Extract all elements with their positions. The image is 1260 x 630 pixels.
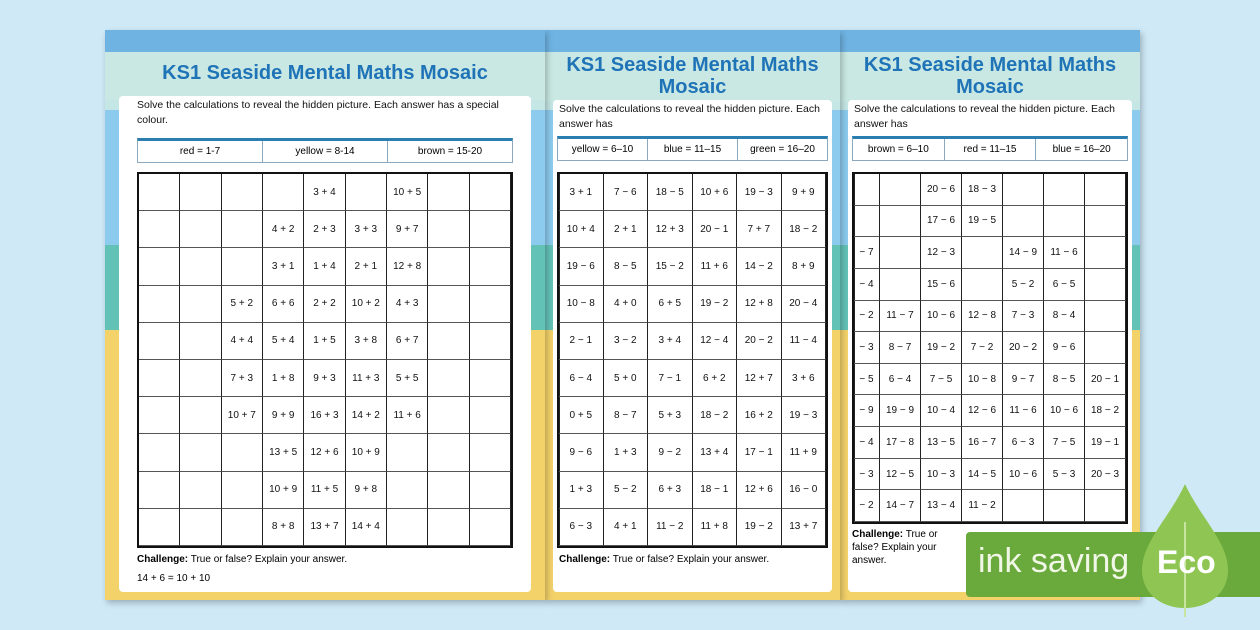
grid-cell bbox=[854, 206, 880, 238]
grid-cell bbox=[263, 174, 304, 211]
grid-cell: 18 − 2 bbox=[782, 211, 827, 248]
grid-cell: 10 + 5 bbox=[387, 174, 428, 211]
grid-cell bbox=[1085, 206, 1126, 238]
grid-cell: 10 + 9 bbox=[346, 434, 387, 471]
grid-cell: − 3 bbox=[854, 459, 880, 491]
key-entry: yellow = 8-14 bbox=[262, 141, 387, 162]
grid-cell bbox=[880, 206, 921, 238]
grid-cell: 1 + 3 bbox=[559, 472, 604, 509]
grid-cell bbox=[180, 248, 221, 285]
grid-cell: 19 − 2 bbox=[693, 286, 738, 323]
grid-cell bbox=[222, 174, 263, 211]
grid-cell bbox=[139, 397, 180, 434]
grid-cell: 15 − 6 bbox=[921, 269, 962, 301]
grid-cell: − 2 bbox=[854, 301, 880, 333]
grid-cell: 11 + 9 bbox=[782, 434, 827, 471]
grid-cell bbox=[880, 174, 921, 206]
grid-cell: 12 + 8 bbox=[737, 286, 782, 323]
grid-cell: 18 − 5 bbox=[648, 174, 693, 211]
grid-cell bbox=[470, 434, 511, 471]
grid-cell: 4 + 0 bbox=[604, 286, 649, 323]
grid-cell bbox=[428, 434, 469, 471]
grid-cell bbox=[428, 174, 469, 211]
grid-cell: 2 + 3 bbox=[304, 211, 345, 248]
grid-cell: 10 − 6 bbox=[921, 301, 962, 333]
grid-cell: 14 − 7 bbox=[880, 490, 921, 522]
grid-cell bbox=[428, 286, 469, 323]
grid-cell: 11 − 6 bbox=[1003, 395, 1044, 427]
grid-cell bbox=[180, 286, 221, 323]
grid-cell: 8 − 7 bbox=[604, 397, 649, 434]
mosaic-grid bbox=[557, 172, 828, 548]
grid-cell: 12 + 7 bbox=[737, 360, 782, 397]
grid-cell bbox=[180, 509, 221, 546]
grid-cell: 11 − 6 bbox=[1044, 237, 1085, 269]
grid-cell: 14 + 2 bbox=[346, 397, 387, 434]
grid-cell bbox=[428, 397, 469, 434]
colour-key bbox=[557, 136, 828, 161]
worksheet-1 bbox=[105, 30, 545, 600]
badge-text: ink saving bbox=[978, 542, 1130, 580]
grid-cell: 18 − 2 bbox=[1085, 395, 1126, 427]
challenge-text: True or false? Explain your answer. bbox=[188, 554, 348, 565]
worksheet-title: KS1 Seaside Mental Maths Mosaic bbox=[162, 62, 488, 84]
grid-cell: 10 − 3 bbox=[921, 459, 962, 491]
challenge-text: True or false? Explain your answer. bbox=[852, 529, 938, 566]
grid-cell: 17 − 6 bbox=[921, 206, 962, 238]
grid-cell: 6 + 6 bbox=[263, 286, 304, 323]
grid-cell: 16 + 3 bbox=[304, 397, 345, 434]
grid-cell bbox=[880, 269, 921, 301]
grid-cell: 13 − 5 bbox=[921, 427, 962, 459]
grid-cell: 11 − 7 bbox=[880, 301, 921, 333]
grid-cell: 9 − 6 bbox=[1044, 332, 1085, 364]
grid-cell: 12 − 8 bbox=[962, 301, 1003, 333]
grid-cell: − 7 bbox=[854, 237, 880, 269]
grid-cell bbox=[1085, 269, 1126, 301]
grid-cell bbox=[222, 509, 263, 546]
grid-cell: 13 + 5 bbox=[263, 434, 304, 471]
grid-cell: 13 + 7 bbox=[782, 509, 827, 546]
grid-cell: 16 − 0 bbox=[782, 472, 827, 509]
grid-cell: 10 + 6 bbox=[693, 174, 738, 211]
grid-cell: 12 − 6 bbox=[962, 395, 1003, 427]
key-entry: green = 16–20 bbox=[737, 139, 827, 160]
grid-cell: 12 − 3 bbox=[921, 237, 962, 269]
grid-cell bbox=[1003, 490, 1044, 522]
grid-cell: 9 − 2 bbox=[648, 434, 693, 471]
grid-cell: 4 + 2 bbox=[263, 211, 304, 248]
grid-cell: 15 − 2 bbox=[648, 248, 693, 285]
key-entry: blue = 16–20 bbox=[1035, 139, 1127, 160]
grid-cell bbox=[428, 323, 469, 360]
grid-cell: 19 − 3 bbox=[737, 174, 782, 211]
grid-cell: 4 + 1 bbox=[604, 509, 649, 546]
grid-cell: − 4 bbox=[854, 269, 880, 301]
grid-cell: 7 + 3 bbox=[222, 360, 263, 397]
grid-cell: 11 + 3 bbox=[346, 360, 387, 397]
grid-cell: 0 + 5 bbox=[559, 397, 604, 434]
grid-cell: 6 + 2 bbox=[693, 360, 738, 397]
grid-cell: 14 + 4 bbox=[346, 509, 387, 546]
grid-cell bbox=[962, 269, 1003, 301]
grid-cell: 9 + 9 bbox=[782, 174, 827, 211]
grid-cell bbox=[180, 211, 221, 248]
grid-cell: 1 + 5 bbox=[304, 323, 345, 360]
grid-cell: 19 − 5 bbox=[962, 206, 1003, 238]
grid-cell: 8 − 4 bbox=[1044, 301, 1085, 333]
colour-key bbox=[137, 138, 513, 163]
grid-cell: 12 + 6 bbox=[737, 472, 782, 509]
mosaic-grid bbox=[852, 172, 1128, 524]
grid-cell bbox=[470, 248, 511, 285]
grid-cell bbox=[470, 397, 511, 434]
grid-cell bbox=[180, 174, 221, 211]
grid-cell bbox=[180, 323, 221, 360]
instructions: Solve the calculations to reveal the hidden picture. Each answer has a special colour. bbox=[137, 99, 499, 126]
grid-cell bbox=[222, 248, 263, 285]
grid-cell: 9 + 7 bbox=[387, 211, 428, 248]
grid-cell: 9 − 6 bbox=[559, 434, 604, 471]
instructions: Solve the calculations to reveal the hidden picture. Each answer has bbox=[854, 103, 1115, 130]
challenge-label: Challenge: bbox=[559, 554, 611, 565]
grid-cell: 14 − 5 bbox=[962, 459, 1003, 491]
grid-cell: 8 + 8 bbox=[263, 509, 304, 546]
grid-cell bbox=[387, 472, 428, 509]
grid-cell: 5 − 2 bbox=[1003, 269, 1044, 301]
challenge-label: Challenge: bbox=[137, 554, 189, 565]
grid-cell bbox=[962, 237, 1003, 269]
worksheet-2 bbox=[545, 30, 840, 600]
grid-cell bbox=[1003, 206, 1044, 238]
grid-cell: 11 − 4 bbox=[782, 323, 827, 360]
grid-cell bbox=[428, 248, 469, 285]
grid-cell: 5 + 3 bbox=[648, 397, 693, 434]
grid-cell bbox=[1044, 490, 1085, 522]
grid-cell: 20 − 6 bbox=[921, 174, 962, 206]
key-entry: red = 1-7 bbox=[179, 146, 221, 157]
grid-cell: 20 − 2 bbox=[737, 323, 782, 360]
grid-cell: 20 − 4 bbox=[782, 286, 827, 323]
grid-cell: 5 − 3 bbox=[1044, 459, 1085, 491]
grid-cell: − 4 bbox=[854, 427, 880, 459]
grid-cell: 6 − 3 bbox=[1003, 427, 1044, 459]
worksheet-3 bbox=[840, 30, 1140, 600]
key-entry: blue = 11–15 bbox=[647, 139, 737, 160]
grid-cell: 6 − 4 bbox=[559, 360, 604, 397]
grid-cell bbox=[139, 323, 180, 360]
grid-cell: 5 + 0 bbox=[604, 360, 649, 397]
grid-cell bbox=[470, 360, 511, 397]
grid-cell bbox=[346, 174, 387, 211]
grid-cell: − 2 bbox=[854, 490, 880, 522]
grid-cell: 6 − 5 bbox=[1044, 269, 1085, 301]
grid-cell: 19 − 2 bbox=[921, 332, 962, 364]
key-entry: yellow = 6–10 bbox=[571, 144, 634, 155]
challenge-text: True or false? Explain your answer. bbox=[610, 554, 770, 565]
grid-cell: − 3 bbox=[854, 332, 880, 364]
grid-cell bbox=[387, 509, 428, 546]
grid-cell: 9 + 8 bbox=[346, 472, 387, 509]
grid-cell: 5 + 2 bbox=[222, 286, 263, 323]
grid-cell: 8 − 7 bbox=[880, 332, 921, 364]
grid-cell: 3 + 3 bbox=[346, 211, 387, 248]
grid-cell: 20 − 1 bbox=[693, 211, 738, 248]
grid-cell bbox=[180, 397, 221, 434]
grid-cell: − 9 bbox=[854, 395, 880, 427]
grid-cell: 11 − 2 bbox=[962, 490, 1003, 522]
grid-cell bbox=[428, 472, 469, 509]
grid-cell bbox=[139, 286, 180, 323]
grid-cell bbox=[428, 360, 469, 397]
grid-cell bbox=[222, 472, 263, 509]
grid-cell: 7 − 1 bbox=[648, 360, 693, 397]
grid-cell: 18 − 1 bbox=[693, 472, 738, 509]
grid-cell: 6 − 3 bbox=[559, 509, 604, 546]
grid-cell bbox=[854, 174, 880, 206]
grid-cell: 18 − 3 bbox=[962, 174, 1003, 206]
grid-cell: 12 − 4 bbox=[693, 323, 738, 360]
grid-cell bbox=[139, 472, 180, 509]
grid-cell: 19 − 6 bbox=[559, 248, 604, 285]
grid-cell: 9 − 7 bbox=[1003, 364, 1044, 396]
grid-cell: 12 + 3 bbox=[648, 211, 693, 248]
grid-cell: 20 − 2 bbox=[1003, 332, 1044, 364]
key-entry: brown = 15-20 bbox=[387, 141, 512, 162]
grid-cell bbox=[1085, 301, 1126, 333]
grid-cell bbox=[470, 174, 511, 211]
grid-cell: 5 − 2 bbox=[604, 472, 649, 509]
grid-cell: 1 + 3 bbox=[604, 434, 649, 471]
grid-cell: 6 + 5 bbox=[648, 286, 693, 323]
grid-cell: 17 − 8 bbox=[880, 427, 921, 459]
key-entry: brown = 6–10 bbox=[867, 144, 929, 155]
grid-cell: 10 + 7 bbox=[222, 397, 263, 434]
grid-cell bbox=[139, 509, 180, 546]
instructions: Solve the calculations to reveal the hidden picture. Each answer has bbox=[559, 103, 820, 130]
grid-cell bbox=[180, 360, 221, 397]
grid-cell: 3 − 2 bbox=[604, 323, 649, 360]
grid-cell: 9 + 9 bbox=[263, 397, 304, 434]
grid-cell: 10 − 4 bbox=[921, 395, 962, 427]
grid-cell: 19 − 1 bbox=[1085, 427, 1126, 459]
grid-cell: 7 − 3 bbox=[1003, 301, 1044, 333]
grid-cell: 10 + 2 bbox=[346, 286, 387, 323]
grid-cell bbox=[470, 211, 511, 248]
grid-cell bbox=[1085, 332, 1126, 364]
grid-cell: 19 − 9 bbox=[880, 395, 921, 427]
grid-cell bbox=[387, 434, 428, 471]
mosaic-grid bbox=[137, 172, 513, 548]
grid-cell: 7 − 5 bbox=[921, 364, 962, 396]
key-entry: red = 11–15 bbox=[944, 139, 1036, 160]
grid-cell bbox=[180, 472, 221, 509]
grid-cell bbox=[1044, 206, 1085, 238]
grid-cell bbox=[880, 237, 921, 269]
grid-cell: 19 − 2 bbox=[737, 509, 782, 546]
grid-cell bbox=[1085, 237, 1126, 269]
grid-cell: 2 + 1 bbox=[346, 248, 387, 285]
grid-cell: 6 + 3 bbox=[648, 472, 693, 509]
worksheet-title: KS1 Seaside Mental Maths Mosaic bbox=[566, 54, 819, 98]
grid-cell: 11 − 2 bbox=[648, 509, 693, 546]
grid-cell: 11 + 8 bbox=[693, 509, 738, 546]
grid-cell bbox=[1044, 174, 1085, 206]
grid-cell: 18 − 2 bbox=[693, 397, 738, 434]
grid-cell: 14 − 9 bbox=[1003, 237, 1044, 269]
grid-cell: 12 + 6 bbox=[304, 434, 345, 471]
grid-cell: 8 − 5 bbox=[604, 248, 649, 285]
grid-cell: 3 + 4 bbox=[304, 174, 345, 211]
grid-cell: 14 − 2 bbox=[737, 248, 782, 285]
grid-cell: 10 + 4 bbox=[559, 211, 604, 248]
grid-cell: 12 + 8 bbox=[387, 248, 428, 285]
grid-cell: 3 + 1 bbox=[263, 248, 304, 285]
grid-cell: 11 + 6 bbox=[693, 248, 738, 285]
grid-cell: 3 + 8 bbox=[346, 323, 387, 360]
grid-cell: 4 + 4 bbox=[222, 323, 263, 360]
challenge-formula: 14 + 6 = 10 + 10 bbox=[137, 573, 211, 584]
grid-cell: 8 + 9 bbox=[782, 248, 827, 285]
grid-cell bbox=[222, 434, 263, 471]
worksheet-title: KS1 Seaside Mental Maths Mosaic bbox=[863, 54, 1117, 98]
grid-cell: 3 + 1 bbox=[559, 174, 604, 211]
colour-key bbox=[852, 136, 1128, 161]
grid-cell bbox=[470, 472, 511, 509]
grid-cell: 13 − 4 bbox=[921, 490, 962, 522]
grid-cell: 4 + 3 bbox=[387, 286, 428, 323]
grid-cell: 6 + 7 bbox=[387, 323, 428, 360]
grid-cell: 12 − 5 bbox=[880, 459, 921, 491]
grid-cell: 13 + 4 bbox=[693, 434, 738, 471]
grid-cell: 2 + 2 bbox=[304, 286, 345, 323]
grid-cell bbox=[470, 323, 511, 360]
grid-cell: 17 − 1 bbox=[737, 434, 782, 471]
grid-cell: 16 + 2 bbox=[737, 397, 782, 434]
eco-label: Eco bbox=[1157, 544, 1216, 580]
grid-cell bbox=[222, 211, 263, 248]
challenge-label: Challenge: bbox=[852, 529, 904, 540]
grid-cell: 10 + 9 bbox=[263, 472, 304, 509]
grid-cell bbox=[139, 360, 180, 397]
grid-cell: 3 + 4 bbox=[648, 323, 693, 360]
grid-cell bbox=[428, 509, 469, 546]
grid-cell: 5 + 5 bbox=[387, 360, 428, 397]
challenge bbox=[852, 528, 964, 567]
grid-cell: 10 − 8 bbox=[559, 286, 604, 323]
grid-cell: 20 − 3 bbox=[1085, 459, 1126, 491]
challenge bbox=[559, 553, 825, 566]
grid-cell: 1 + 8 bbox=[263, 360, 304, 397]
grid-cell: − 5 bbox=[854, 364, 880, 396]
grid-cell: 20 − 1 bbox=[1085, 364, 1126, 396]
grid-cell: 10 − 8 bbox=[962, 364, 1003, 396]
grid-cell: 1 + 4 bbox=[304, 248, 345, 285]
grid-cell bbox=[139, 434, 180, 471]
grid-cell bbox=[1085, 490, 1126, 522]
grid-cell bbox=[470, 509, 511, 546]
grid-cell: 8 − 5 bbox=[1044, 364, 1085, 396]
grid-cell bbox=[139, 248, 180, 285]
grid-cell bbox=[470, 286, 511, 323]
grid-cell: 11 + 6 bbox=[387, 397, 428, 434]
grid-cell bbox=[428, 211, 469, 248]
grid-cell: 16 − 7 bbox=[962, 427, 1003, 459]
grid-cell: 3 + 6 bbox=[782, 360, 827, 397]
grid-cell bbox=[180, 434, 221, 471]
grid-cell: 6 − 4 bbox=[880, 364, 921, 396]
grid-cell: 11 + 5 bbox=[304, 472, 345, 509]
grid-cell: 10 − 6 bbox=[1003, 459, 1044, 491]
grid-cell: 7 + 7 bbox=[737, 211, 782, 248]
grid-cell: 7 − 5 bbox=[1044, 427, 1085, 459]
grid-cell bbox=[1085, 174, 1126, 206]
grid-cell: 7 − 6 bbox=[604, 174, 649, 211]
grid-cell: 9 + 3 bbox=[304, 360, 345, 397]
grid-cell: 19 − 3 bbox=[782, 397, 827, 434]
challenge bbox=[137, 553, 347, 566]
grid-cell: 5 + 4 bbox=[263, 323, 304, 360]
grid-cell: 13 + 7 bbox=[304, 509, 345, 546]
grid-cell: 2 − 1 bbox=[559, 323, 604, 360]
grid-cell: 2 + 1 bbox=[604, 211, 649, 248]
grid-cell: 10 − 6 bbox=[1044, 395, 1085, 427]
grid-cell bbox=[139, 174, 180, 211]
grid-cell bbox=[139, 211, 180, 248]
grid-cell bbox=[1003, 174, 1044, 206]
grid-cell: 7 − 2 bbox=[962, 332, 1003, 364]
